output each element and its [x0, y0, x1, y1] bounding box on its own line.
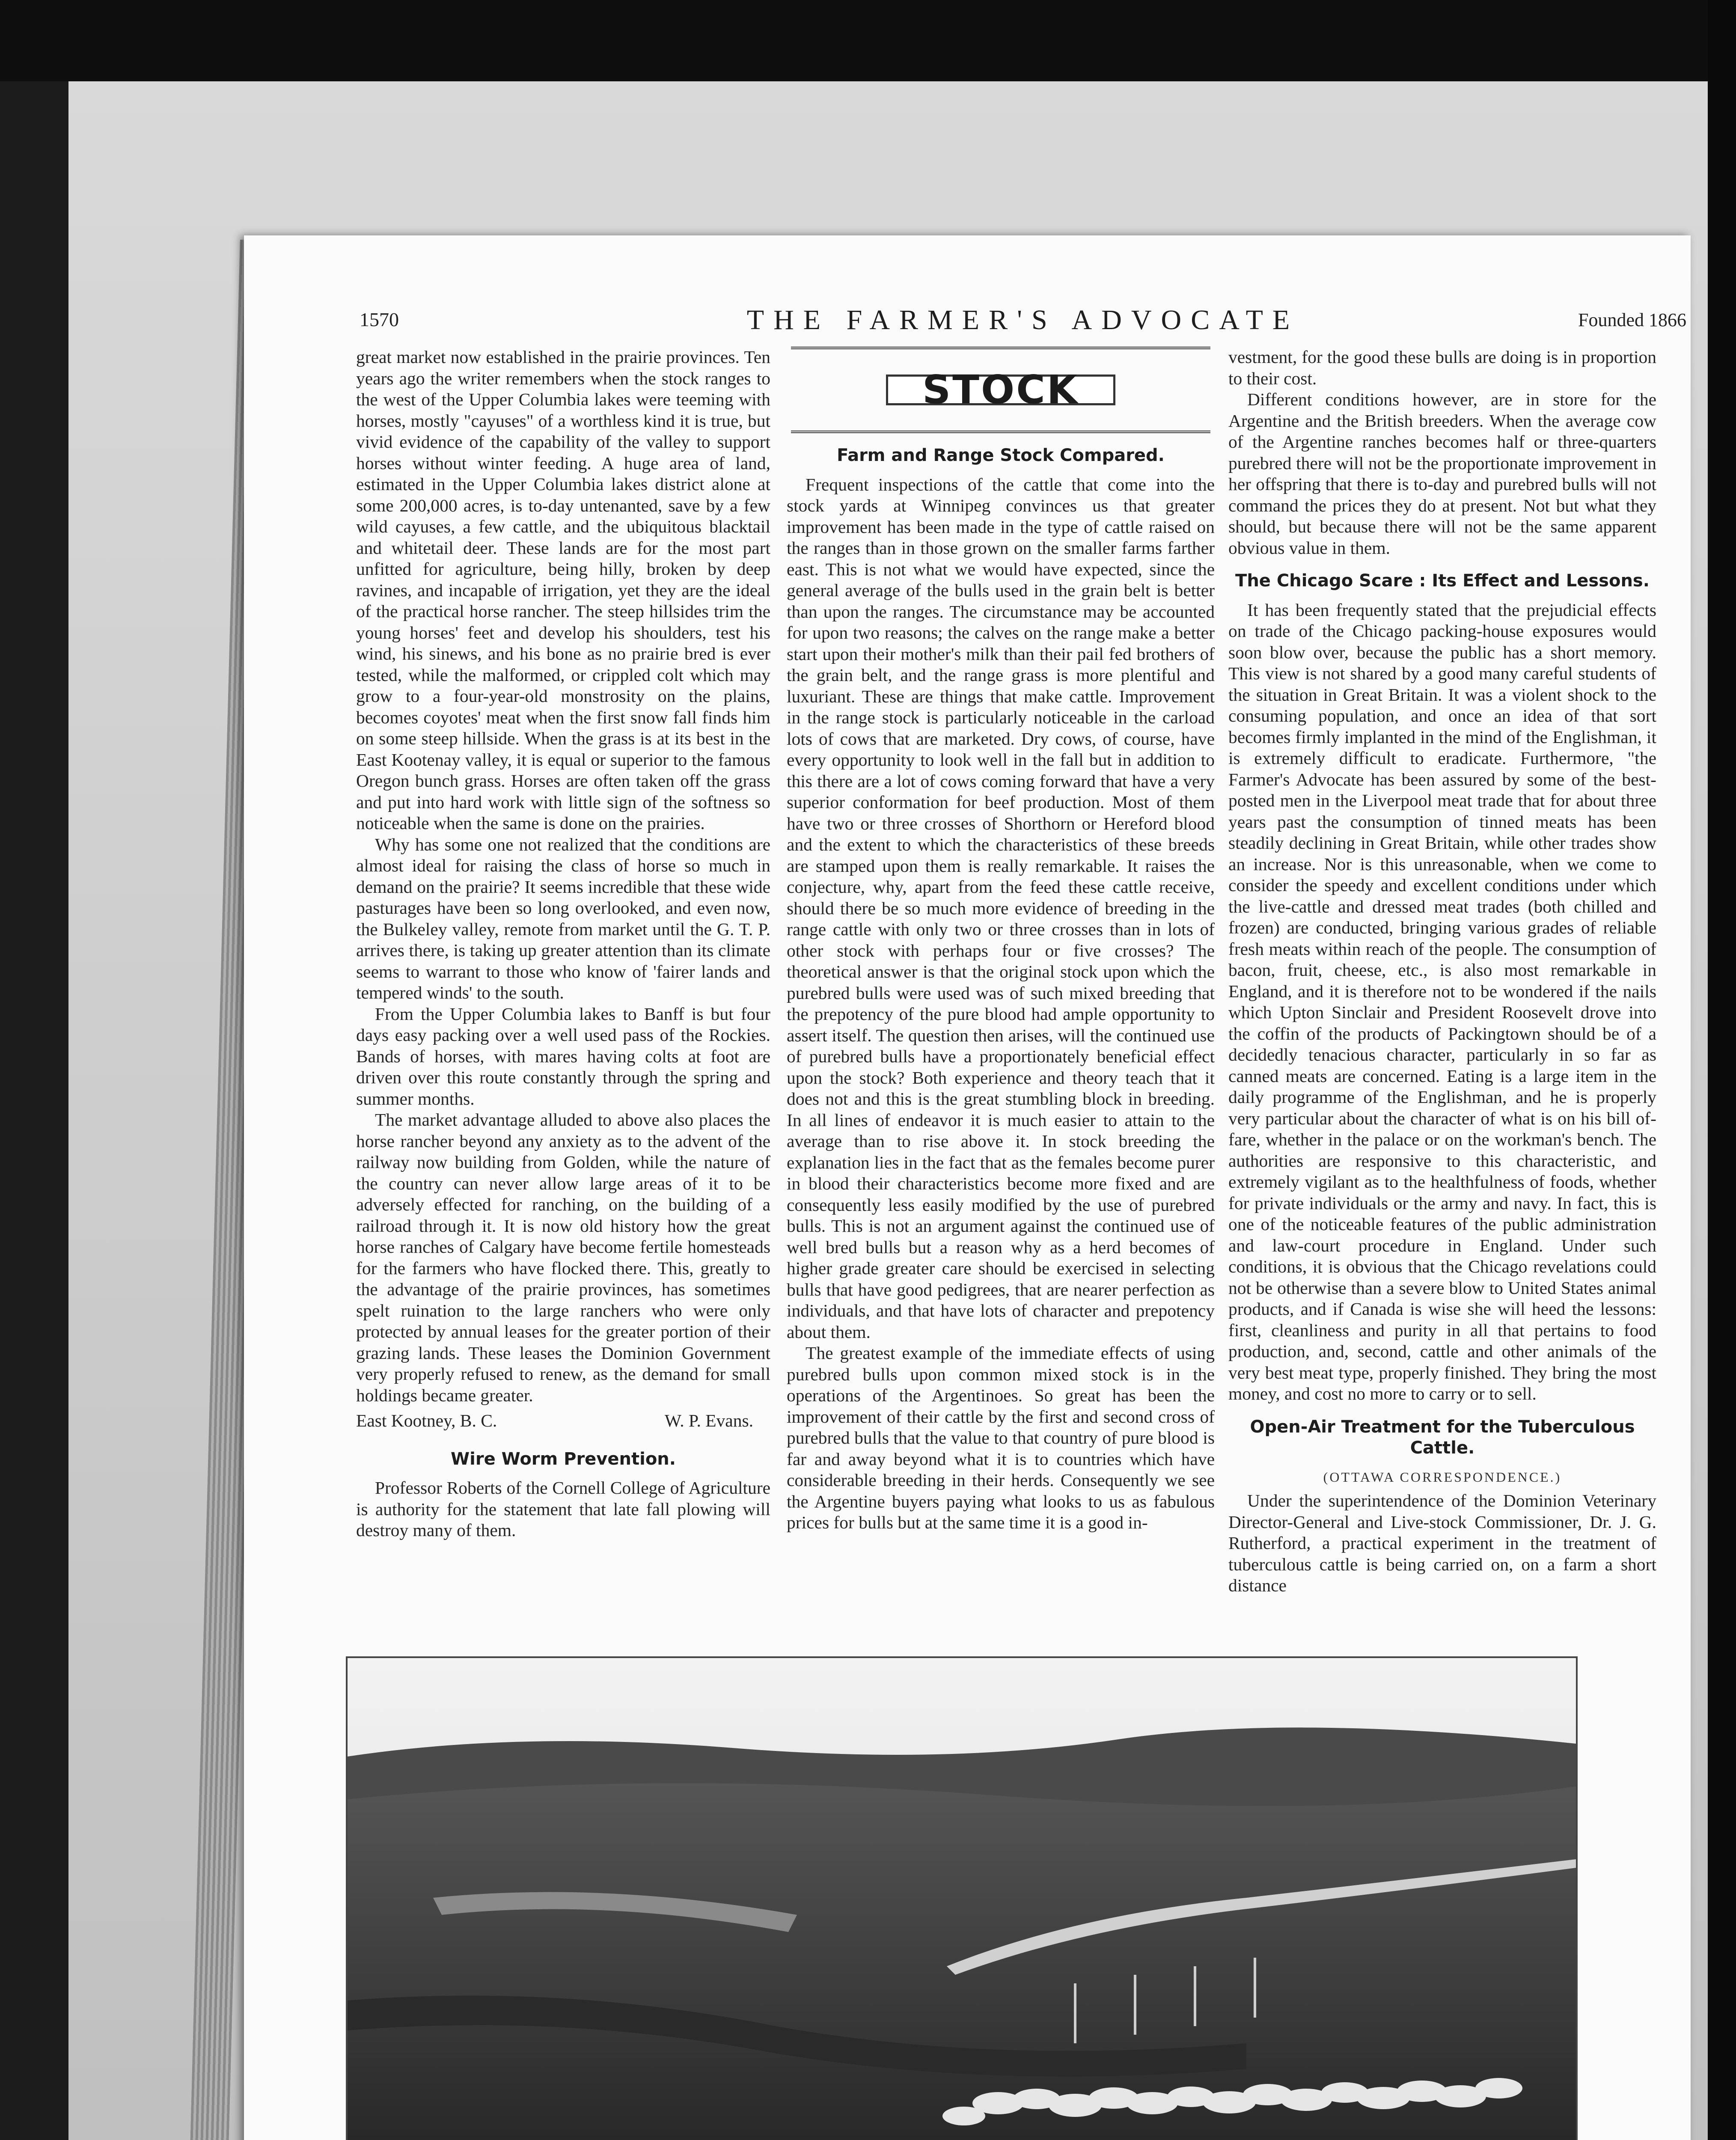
photo-image: [348, 1658, 1576, 2140]
subheading-correspondence: (OTTAWA CORRESPONDENCE.): [1323, 1469, 1562, 1485]
heading-chicago-scare: The Chicago Scare : Its Effect and Lessons.: [1235, 571, 1650, 591]
landscape-photograph: [346, 1656, 1578, 2140]
signature-place: East Kootney, B. C.: [356, 1411, 497, 1430]
founded-line: Founded 1866: [1578, 309, 1686, 330]
paragraph: Why has some one not realized that the conditions are almost ideal for raising the class of horse so much in demand on the prairie? It seems incredible that these wide pasturages have been so long overlooked, and even now, the Bulkeley valley, remote from market until the G. T. P. arrives there, is taking up greater attention than its climate seems to warrant to those who know of 'fairer lands and tempered winds' to the south.: [356, 834, 770, 1002]
signature-line: [356, 1410, 770, 1432]
column-1: [356, 347, 770, 1541]
paragraph: Different conditions however, are in store for the Argentine and the British breeders. When the average cow of the Argentine ranches becomes half or three-quarters purebred there will not be the proportionate improvement in her offspring that there is to-day and purebred bulls will not command the prices they do at present. Not but what they should, but because there will not be the same apparent obvious value in them.: [1228, 389, 1656, 558]
heading-wire-worm: Wire Worm Prevention.: [451, 1449, 676, 1469]
paragraph: vestment, for the good these bulls are doing is in proportion to their cost.: [1228, 347, 1656, 388]
paragraph: Professor Roberts of the Cornell College of Agriculture is authority for the statement that late fall plowing will destroy many of them.: [356, 1478, 770, 1540]
signature-name: W. P. Evans.: [664, 1411, 753, 1430]
paragraph: Under the superintendence of the Dominion Veterinary Director-General and Live-stock Commissioner, Dr. J. G. Rutherford, a practical experiment in the treatment of tuberculous cattle is being carried on, on a farm a short distance: [1228, 1491, 1656, 1595]
column-2: [787, 347, 1215, 1534]
paragraph: From the Upper Columbia lakes to Banff is but four days easy packing over a well used pass of the Rockies. Bands of horses, with mares having colts at foot are driven over this route constantly through the spring and summer months.: [356, 1004, 770, 1109]
paragraph: The market advantage alluded to above also places the horse rancher beyond any anxiety as to the advent of the railway now building from Golden, while the nature of the country can never allow large areas of it to be adversely effected for ranching, on the building of a railroad through it. It is now old history how the great horse ranches of Calgary have become fertile homesteads for the farmers who have flocked there. This, greatly to the advantage of the prairie provinces, has sometimes spelt ruination to the large ranchers who were only protected by annual leases for the greater portion of their grazing lands. These leases the Dominion Government very properly refused to renew, as the demand for small holdings became greater.: [356, 1110, 770, 1405]
scanner-frame-top: [0, 0, 1736, 81]
heading-open-air: Open-Air Treatment for the Tuberculous Cattle.: [1250, 1417, 1635, 1458]
running-head: [360, 300, 1686, 347]
paragraph: The greatest example of the immediate effects of using purebred bulls upon common mixed stock is in the operations of the Argentinoes. So great has been the improvement of their cattle by the first and second cross of purebred bulls that the value to that country of pure blood is far and away beyond what it is to countries which have considerable breeding in their herds. Consequently we see the Argentine buyers paying what looks to us as fabulous prices for bulls but at the same time it is a good in-: [787, 1343, 1215, 1532]
paragraph: It has been frequently stated that the prejudicial effects on trade of the Chicago packing-house exposures would soon blow over, because the public has a short memory. This view is not shared by a good many careful students of the situation in Great Britain. It was a violent shock to the consuming population, and once an idea of that sort becomes firmly implanted in the mind of the Englishman, it is extremely difficult to eradicate. Furthermore, "the Farmer's Advocate has been assured by some of the best-posted men in the Liverpool meat trade that for about three years past the consumption of tinned meats has been steadily declining in Great Britain, while other trades show an increase. Nor is this unreasonable, when we come to consider the speedy and excellent conditions under which the live-cattle and dressed meat trades (both chilled and frozen) are conducted, bringing various grades of reliable fresh meats within reach of the people. The consumption of bacon, fruit, cheese, etc., is also most remarkable in England, and it is therefore not to be wondered if the nails which Upton Sinclair and President Roosevelt drove into the coffin of the products of Packingtown should be of a decidedly tenacious character, particularly in so far as canned meats are concerned. Eating is a large item in the daily programme of the Englishman, and he is properly very particular about the character of what is on his bill of-fare, whether in the palace or on the workman's bench. The authorities are responsive to this characteristic, and extremely vigilant as to the healthfulness of foods, whether for private individuals or the army and navy. In fact, this is one of the noticeable features of the public administration and law-court procedure in England. Under such conditions, it is obvious that the Chicago revelations could not be otherwise than a severe blow to United States animal products, and if Canada is wise she will heed the lessons: first, cleanliness and purity in all that pertains to food production, and, second, cattle and other animals of the very best meat type, properly finished. They bring the most money, and cost no more to carry or to sell.: [1228, 600, 1656, 1403]
scanner-frame-right: [1708, 0, 1736, 2140]
heading-farm-range: Farm and Range Stock Compared.: [837, 446, 1165, 465]
column-3: [1228, 347, 1656, 1596]
section-banner-title: STOCK: [886, 374, 1115, 405]
magazine-page: [244, 235, 1691, 2140]
page-number: 1570: [360, 309, 399, 330]
paragraph: Frequent inspections of the cattle that come into the stock yards at Winnipeg convinces us that greater improvement has been made in the type of cattle raised on the ranges than in those grown on the smaller farms farther east. This is not what we would have expected, since the general average of the bulls used in the grain belt is better than upon the ranges. The circumstance may be accounted for upon two reasons; the calves on the range make a better start upon their mother's milk than their pail fed brothers of the grain belt, and the range grass is more plentiful and luxuriant. These are things that make cattle. Improvement in the range stock is particularly noticeable in the carload lots of cows that are marketed. Dry cows, of course, have every opportunity to look well in the fall but in addition to this there are a lot of cows coming forward that have a very superior conformation for beef production. Most of them have two or three crosses of Shorthorn or Hereford blood and the extent to which the characteristics of these breeds are stamped upon them is really remarkable. It raises the conjecture, why, apart from the feed these cattle receive, should there be so much more evidence of breeding in the range cattle with only two or three crosses than in lots of other stock with perhaps four or five crosses? The theoretical answer is that the original stock upon which the purebred bulls were used was of such mixed breeding that the prepotency of the pure blood had ample opportunity to assert itself. The question then arises, will the continued use of purebred bulls have a proportionately beneficial effect upon the stock? Both experience and theory teach that it does not and this is the great stumbling block in breeding. In all lines of endeavor it is much easier to attain to the average than to rise above it. In stock breeding the explanation lies in the fact that as the females become purer in blood their characteristics become more fixed and are consequently less easily modified by the use of purebred bulls. This is not an argument against the continued use of well bred bulls but a reason why as a herd becomes of higher grade greater care should be exercised in selecting bulls that have good pedigrees, that are nearer perfection as individuals, and that have lots of character and prepotency about them.: [787, 474, 1215, 1342]
paragraph: great market now established in the prairie provinces. Ten years ago the writer remembers when the stock ranges to the west of the Upper Columbia lakes were teeming with horses, mostly "cayuses" of a worthless kind it is true, but vivid evidence of the capability of the valley to support horses without winter feeding. A huge area of land, estimated in the Upper Columbia lakes district alone at some 200,000 acres, is to-day untenanted, save by a few wild cayuses, a few cattle, and the ubiquitous blacktail and whitetail deer. These lands are for the most part unfitted for agriculture, being hilly, broken by deep ravines, and incapable of irrigation, yet they are the ideal of the practical horse rancher. The steep hillsides trim the young horses' feet and develop his shoulders, test his wind, his sinews, and his bone as no prairie bred is ever tested, while the malformed, or crippled colt which may grow to a four-year-old monstrosity on the plains, becomes coyotes' meat when the first snow fall finds him on some steep hillside. When the grass is at its best in the East Kootenay valley, it is equal or superior to the famous Oregon bunch grass. Horses are often taken off the grass and put into hard work with little sign of the softness so noticeable when the same is done on the prairies.: [356, 347, 770, 833]
section-banner: [791, 347, 1210, 433]
masthead: THE FARMER'S ADVOCATE: [746, 304, 1299, 336]
